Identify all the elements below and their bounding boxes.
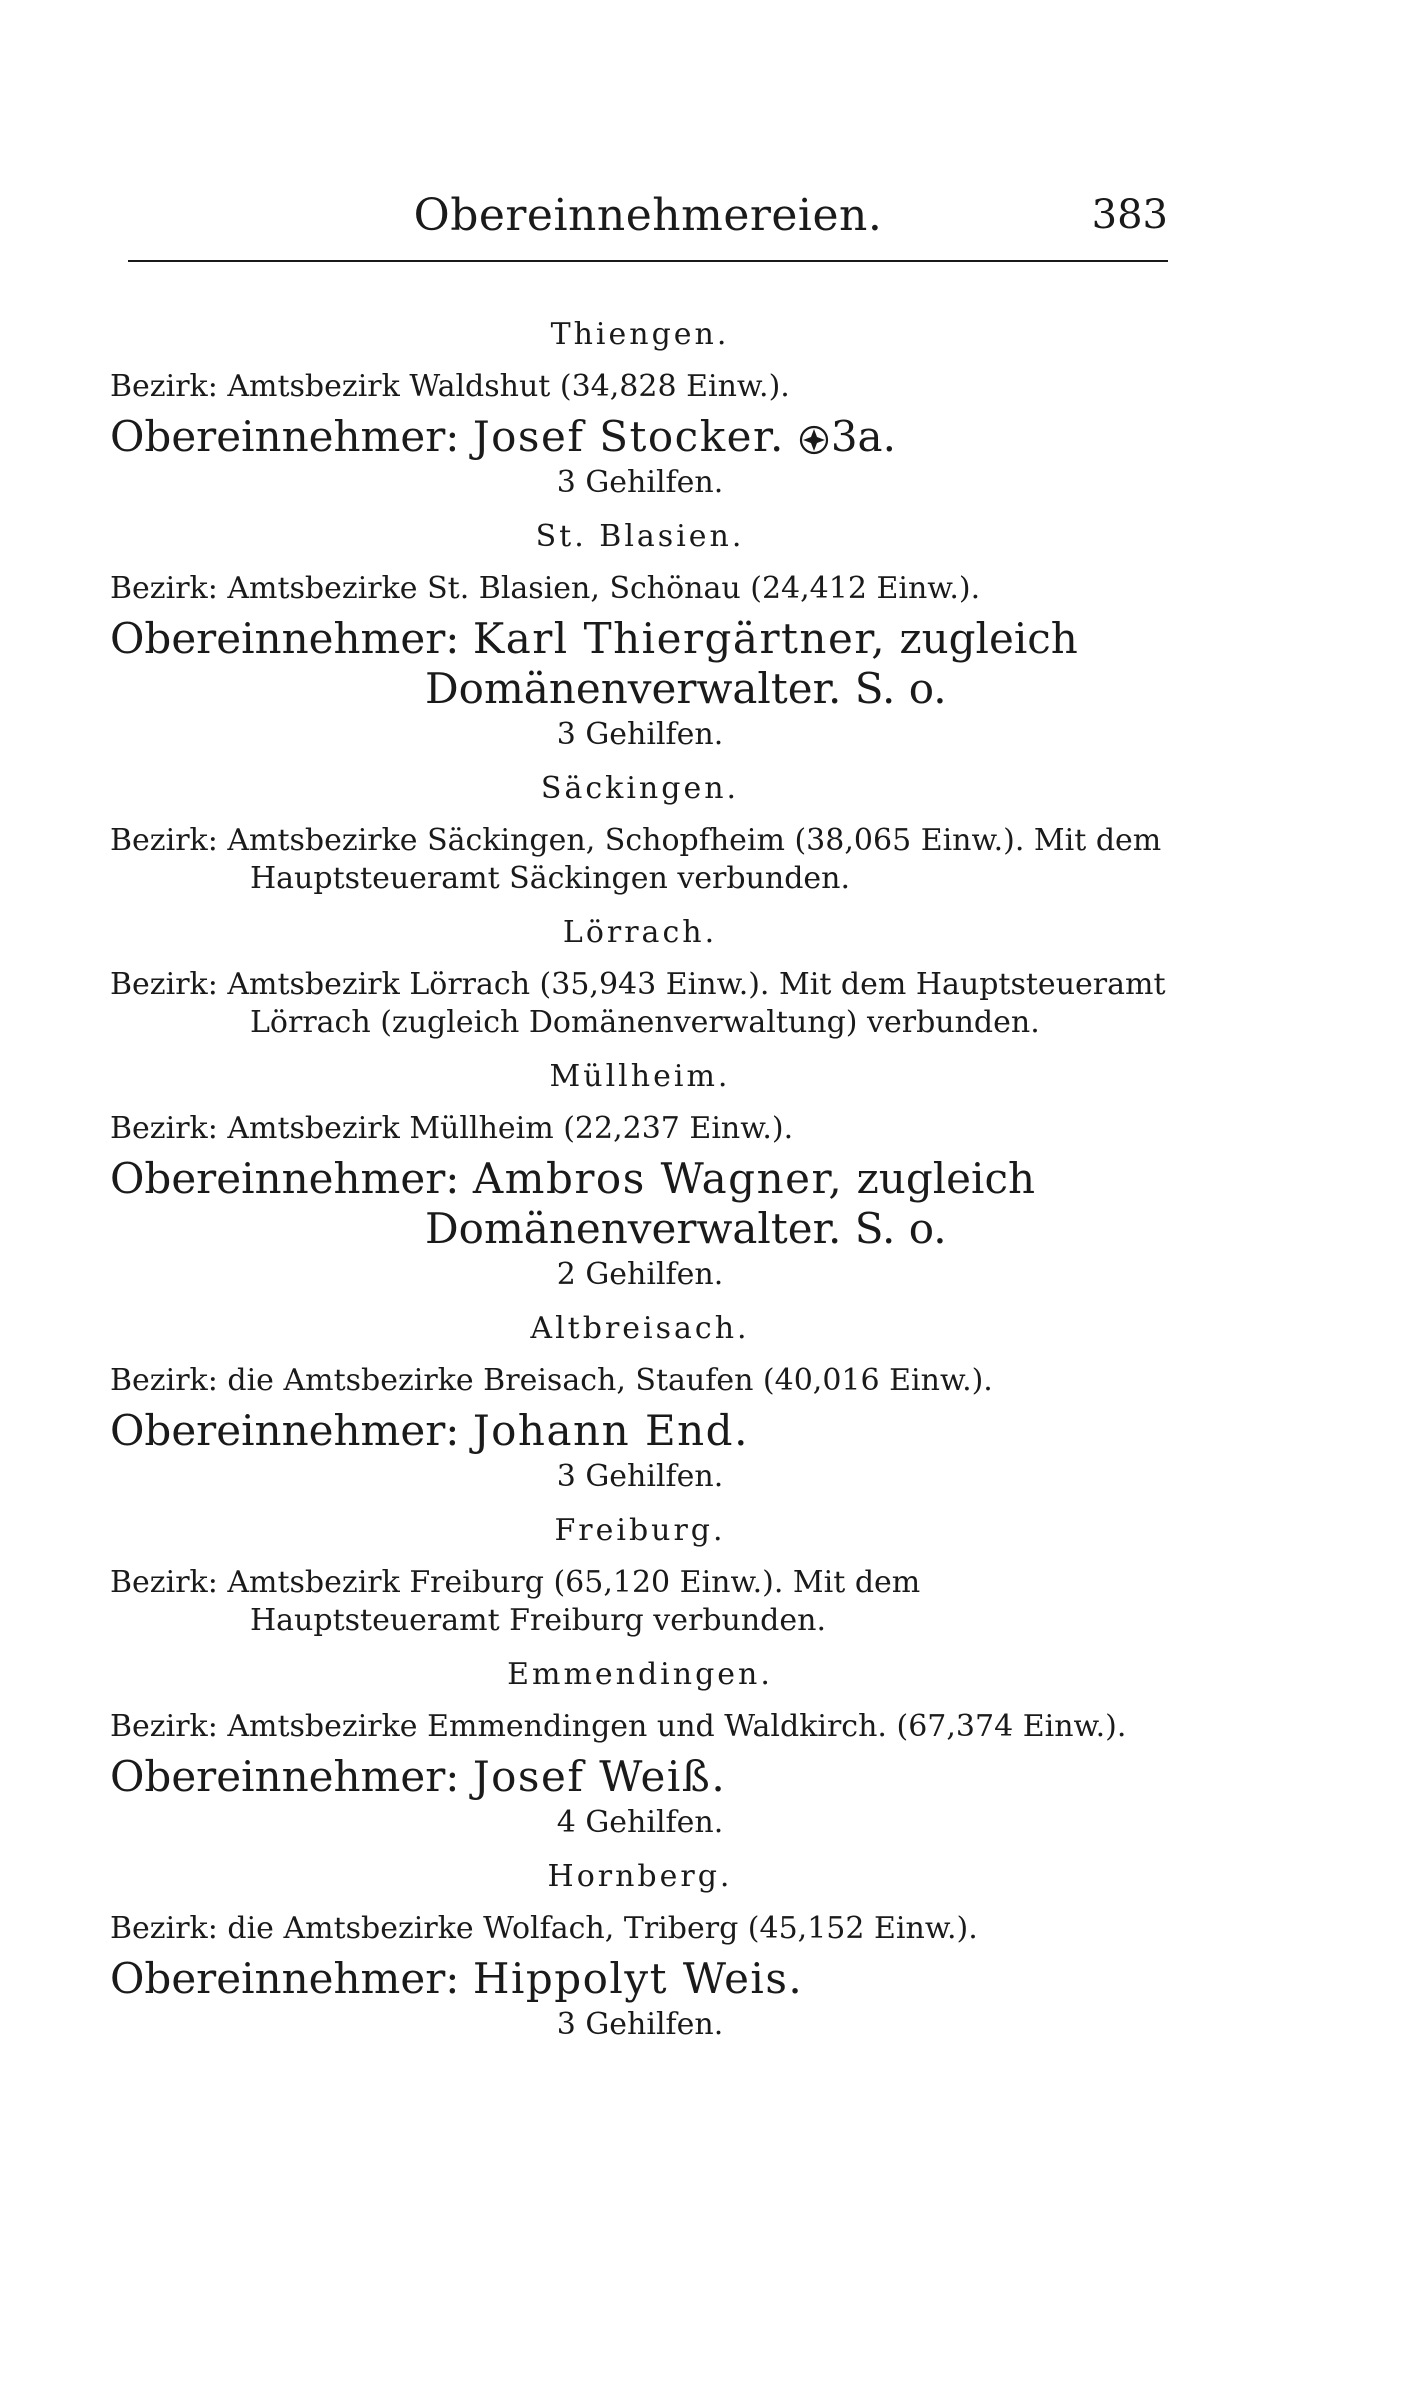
district-line: Bezirk: die Amtsbezirke Breisach, Staufen (40,016 Einw.). bbox=[110, 1363, 993, 1398]
assistants-count: 3 Gehilfen. bbox=[556, 2007, 724, 2042]
assistants-count: 2 Gehilfen. bbox=[556, 1257, 724, 1292]
district-line: Bezirk: Amtsbezirk Freiburg (65,120 Einw.). Mit dem Hauptsteueramt Freiburg verbunden. bbox=[110, 1565, 921, 1638]
place-heading: Emmendingen. bbox=[507, 1657, 773, 1692]
district-line: Bezirk: Amtsbezirke Säckingen, Schopfheim (38,065 Einw.). Mit dem Hauptsteueramt Säckingen verbunden. bbox=[110, 823, 1162, 896]
collector-label: Obereinnehmer: bbox=[110, 1406, 460, 1455]
collector-line bbox=[110, 412, 1170, 462]
section-saeckingen bbox=[110, 770, 1170, 898]
collector-line bbox=[110, 1406, 1170, 1456]
collector-line bbox=[110, 614, 1170, 714]
place-heading: Altbreisach. bbox=[530, 1311, 750, 1346]
collector-label: Obereinnehmer: bbox=[110, 412, 460, 461]
collector-note: 3a. bbox=[830, 412, 896, 461]
collector-label: Obereinnehmer: bbox=[110, 1154, 460, 1203]
place-heading: Lörrach. bbox=[562, 915, 718, 950]
district-line: Bezirk: Amtsbezirk Lörrach (35,943 Einw.). Mit dem Hauptsteueramt Lörrach (zugleich Domänenverwaltung) verbunden. bbox=[110, 967, 1166, 1040]
page-body bbox=[110, 300, 1170, 2054]
place-heading: Thiengen. bbox=[550, 317, 730, 352]
section-muellheim bbox=[110, 1058, 1170, 1294]
collector-name: Ambros Wagner, bbox=[472, 1154, 844, 1203]
section-freiburg bbox=[110, 1512, 1170, 1640]
district-line: Bezirk: Amtsbezirke Emmendingen und Waldkirch. (67,374 Einw.). bbox=[110, 1709, 1127, 1744]
collector-name: Josef Weiß. bbox=[472, 1752, 727, 1801]
section-thiengen bbox=[110, 316, 1170, 502]
collector-label: Obereinnehmer: bbox=[110, 614, 460, 663]
place-heading: St. Blasien. bbox=[535, 519, 745, 554]
assistants-count: 3 Gehilfen. bbox=[556, 1459, 724, 1494]
section-altbreisach bbox=[110, 1310, 1170, 1496]
section-st-blasien bbox=[110, 518, 1170, 754]
page-number: 383 bbox=[1091, 192, 1168, 238]
section-emmendingen bbox=[110, 1656, 1170, 1842]
assistants-count: 3 Gehilfen. bbox=[556, 465, 724, 500]
collector-name: Johann End. bbox=[472, 1406, 749, 1455]
running-head bbox=[128, 190, 1168, 260]
place-heading: Müllheim. bbox=[549, 1059, 731, 1094]
district-line: Bezirk: Amtsbezirk Waldshut (34,828 Einw.). bbox=[110, 369, 790, 404]
place-heading: Säckingen. bbox=[540, 771, 740, 806]
collector-note: zugleich Domänenverwalter. S. o. bbox=[425, 614, 1078, 713]
district-line: Bezirk: Amtsbezirk Müllheim (22,237 Einw.). bbox=[110, 1111, 794, 1146]
collector-line bbox=[110, 1954, 1170, 2004]
collector-name: Hippolyt Weis. bbox=[472, 1954, 804, 2003]
place-heading: Freiburg. bbox=[554, 1513, 726, 1548]
header-rule bbox=[128, 260, 1168, 262]
section-loerrach bbox=[110, 914, 1170, 1042]
assistants-count: 4 Gehilfen. bbox=[556, 1805, 724, 1840]
assistants-count: 3 Gehilfen. bbox=[556, 717, 724, 752]
order-cross-icon bbox=[799, 425, 829, 455]
district-line: Bezirk: die Amtsbezirke Wolfach, Triberg (45,152 Einw.). bbox=[110, 1911, 978, 1946]
collector-note: zugleich Domänenverwalter. S. o. bbox=[425, 1154, 1036, 1253]
collector-label: Obereinnehmer: bbox=[110, 1954, 460, 2003]
collector-label: Obereinnehmer: bbox=[110, 1752, 460, 1801]
running-title: Obereinnehmereien. bbox=[413, 190, 883, 241]
collector-name: Josef Stocker. bbox=[472, 412, 785, 461]
place-heading: Hornberg. bbox=[547, 1859, 733, 1894]
district-line: Bezirk: Amtsbezirke St. Blasien, Schönau (24,412 Einw.). bbox=[110, 571, 981, 606]
collector-name: Karl Thiergärtner, bbox=[472, 614, 887, 663]
section-hornberg bbox=[110, 1858, 1170, 2044]
collector-line bbox=[110, 1752, 1170, 1802]
collector-line bbox=[110, 1154, 1170, 1254]
